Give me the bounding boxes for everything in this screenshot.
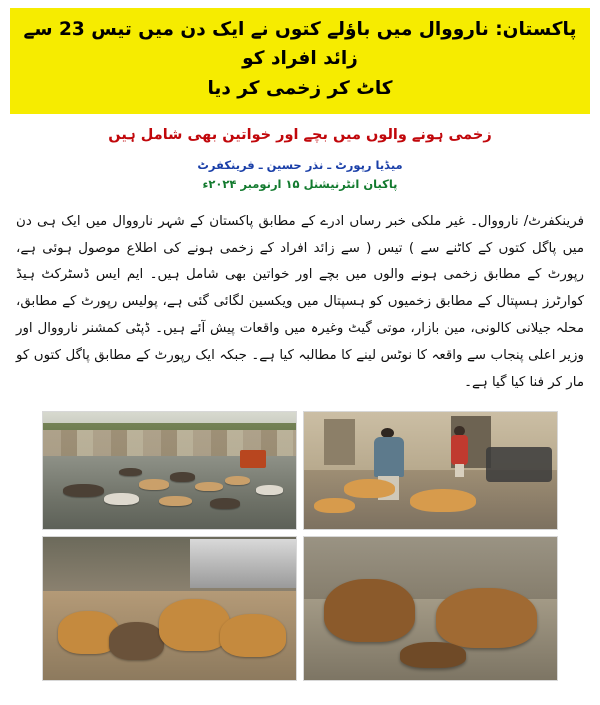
photo3-truck [190,539,296,588]
subheadline: زخمی ہونے والوں میں بچے اور خواتین بھی شامل ہیں [108,127,492,144]
photo2-child-body [451,435,469,465]
photo1-dog-9 [159,496,192,507]
photo-street-dog-pack [42,411,297,530]
article-body: فرینکفرٹ/ نارووال۔ غیر ملکی خبر رساں ادرے کے مطابق پاکستان کے شہر نارووال میں ایک ہی دن میں پاگل کتوں کے کاٹنے سے ) تیس ( سے زائد افراد کے زخمی ہونے کی اطلاع موصول ہوئی ہے، رپورٹ کے مطابق زخمی ہونے والوں میں بچے اور خواتین بھی شامل ہیں۔ ایم ایس ڈسٹرکٹ ہیڈ کوارٹرز ہسپتال کے مطابق زخمیوں کو ہسپتال میں ویکسین لگائی گئی ہے، پولیس رپورٹ کے مطابق، محلہ جیلانی کالونی، مین بازار، موتی گیٹ وغیرہ میں واقعات پیش آئے ہیں۔ ڈپٹی کمشنر نارووال اور وزیر اعلی پنجاب سے واقعہ کا نوٹس لینے کا مطالبہ کیا ہے۔ جبکہ ایک رپورٹ کے مطابق پاگل کتوں کو مار کر فنا کیا گیا ہے۔ [16,213,584,390]
photo2-motorcycle [486,447,552,482]
photo1-dog-1 [63,484,103,497]
byline-publication: پاکبان انٹرنیشنل ۱۵ ارنومبر ۲۰۲۴ء [202,177,398,192]
photo1-dog-4 [170,472,195,481]
byline-reporter: میڈیا رپورٹ ـ نذر حسین ـ فرینکفرٹ [197,157,403,172]
photo3-dog-4 [220,614,286,657]
headline-banner [10,8,590,114]
headline-line-1: پاکستان: نارووال میں باؤلے کتوں نے ایک دن میں تیس 23 سے زائد افراد کو [23,19,577,69]
article-page [0,8,600,705]
photo1-dog-10 [210,498,240,509]
photo-two-dogs-confrontation [303,536,558,681]
photo4-dog-right [436,588,537,648]
photo3-dog-2 [109,622,165,659]
headline-line-2: کاٹ کر زخمی کر دیا [207,78,393,100]
photo1-dog-7 [256,485,284,494]
photo1-dog-3 [139,479,169,490]
photo1-bin [240,450,266,468]
photo-man-with-dogs [303,411,558,530]
photo1-dog-8 [119,468,142,476]
photo4-dog-foreground [400,642,466,668]
byline [0,156,600,195]
photo-grid [42,411,558,681]
photo4-dog-left [324,579,415,642]
photo2-child [451,426,469,477]
photo2-child-legs [455,464,464,477]
photo2-dog-2 [410,489,476,512]
photo2-dog-1 [344,479,395,498]
photo1-dog-6 [225,476,250,485]
photo2-dog-3 [314,498,354,513]
photo1-dog-5 [195,482,223,491]
photo2-door-left [324,419,354,466]
photo-dogs-dirt-road [42,536,297,681]
photo2-man-body [374,437,404,478]
photo1-dog-2 [104,493,139,505]
